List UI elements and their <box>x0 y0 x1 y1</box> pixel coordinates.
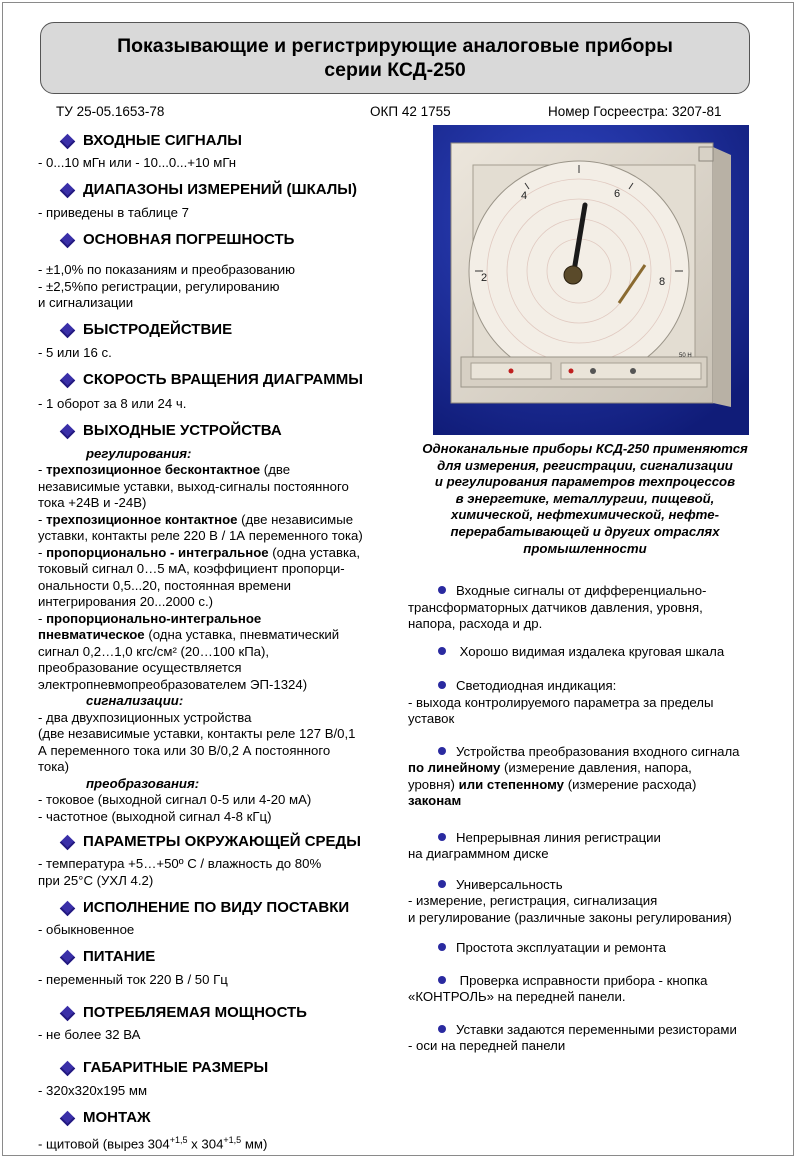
diamond-bullet-icon <box>60 424 76 440</box>
section-dimensions <box>38 1058 408 1100</box>
registry-number: Номер Госреестра: 3207-81 <box>548 104 722 119</box>
bullet-dot-icon <box>438 586 446 594</box>
scale-label: 6 <box>614 188 621 200</box>
diamond-bullet-icon <box>60 232 76 248</box>
section-heading: СКОРОСТЬ ВРАЩЕНИЯ ДИАГРАММЫ <box>83 370 363 388</box>
section-heading: ОСНОВНАЯ ПОГРЕШНОСТЬ <box>83 230 295 248</box>
section-heading: БЫСТРОДЕЙСТВИЕ <box>83 321 233 339</box>
spec-line: и сигнализации <box>38 295 134 310</box>
spec-line: при 25°С (УХЛ 4.2) <box>38 872 154 888</box>
feature-item: Хорошо видимая издалека круговая шкала <box>408 644 780 661</box>
title-line-1: Показывающие и регистрирующие аналоговые приборы <box>117 35 673 57</box>
caption-line: Одноканальные приборы КСД-250 применяются <box>422 441 748 456</box>
spec-line: - 5 или 16 с. <box>38 344 112 360</box>
section-heading: ВХОДНЫЕ СИГНАЛЫ <box>83 131 242 149</box>
diamond-bullet-icon <box>60 323 76 339</box>
tu-code: ТУ 25-05.1653-78 <box>56 104 165 119</box>
caption-line: химической, нефтехимической, нефте- <box>451 507 719 523</box>
section-heading: МОНТАЖ <box>83 1108 151 1126</box>
section-ranges <box>38 180 408 222</box>
section-heading: ПИТАНИЕ <box>83 948 156 966</box>
subheading: преобразования: <box>86 775 200 791</box>
feature-item: Проверка исправности прибора - кнопка «КОНТРОЛЬ» на передней панели. <box>408 972 708 1004</box>
feature-item: Непрерывная линия регистрации на диаграммном диске <box>408 829 661 861</box>
bullet-dot-icon <box>438 647 446 655</box>
section-heading: ИСПОЛНЕНИЕ ПО ВИДУ ПОСТАВКИ <box>83 898 350 916</box>
corner-label: 50 Н <box>679 353 692 359</box>
feature-item: Универсальность - измерение, регистрация, сигнализация и регулирование (различные законы регулирования) <box>408 876 732 925</box>
scale-label: 4 <box>521 190 528 202</box>
diamond-bullet-icon <box>60 834 76 850</box>
spec-line: - обыкновенное <box>38 922 135 937</box>
caption-line: и регулирования параметров техпроцессов <box>434 474 736 490</box>
feature-list <box>408 583 780 1066</box>
bullet-dot-icon <box>438 880 446 888</box>
diamond-bullet-icon <box>60 183 76 199</box>
section-power <box>38 947 408 989</box>
bullet-dot-icon <box>438 943 446 951</box>
feature-item: Простота эксплуатации и ремонта <box>408 940 780 957</box>
spec-line: - 320x320x195 мм <box>38 1082 148 1098</box>
okp-code: ОКП 42 1755 <box>370 104 451 119</box>
diamond-bullet-icon <box>60 133 76 149</box>
caption-line: перерабатывающей и других отраслях <box>450 523 720 539</box>
section-heading: ГАБАРИТНЫЕ РАЗМЕРЫ <box>83 1059 269 1077</box>
section-consumption <box>38 1002 408 1044</box>
section-heading: ВЫХОДНЫЕ УСТРОЙСТВА <box>83 422 282 440</box>
title-line-2: серии КСД-250 <box>324 59 466 81</box>
bullet-dot-icon <box>438 1025 446 1033</box>
feature-item: Входные сигналы от дифференциально- трансформаторных датчиков давления, уровня, напора, расхода и др. <box>408 583 707 631</box>
caption-line: промышленности <box>523 540 647 556</box>
diamond-bullet-icon <box>60 1110 76 1126</box>
diamond-bullet-icon <box>60 900 76 916</box>
bold-term: трехпозиционное контактное <box>46 511 238 527</box>
spec-line: - 1 оборот за 8 или 24 ч. <box>38 396 187 411</box>
spec-line: - ±1,0% по показаниям и преобразованию <box>38 262 295 277</box>
section-delivery <box>38 897 408 939</box>
bold-term: пневматическое <box>38 627 145 642</box>
caption-line: для измерения, регистрации, сигнализации <box>437 457 733 473</box>
section-heading: ПАРАМЕТРЫ ОКРУЖАЮЩЕЙ СРЕДЫ <box>83 832 361 850</box>
feature-item: Светодиодная индикация: - выхода контролируемого параметра за пределы уставок <box>408 678 714 726</box>
spec-line: - ±2,5%по регистрации, регулированию <box>38 278 280 294</box>
section-environment <box>38 831 408 889</box>
section-heading: ПОТРЕБЛЯЕМАЯ МОЩНОСТЬ <box>83 1003 307 1021</box>
bullet-dot-icon <box>438 681 446 689</box>
recorder-illustration <box>433 125 749 435</box>
diamond-bullet-icon <box>60 372 76 388</box>
feature-item: Устройства преобразования входного сигнала по линейному (измерение давления, напора, уровня) или степенному (измерение расхода) законам <box>408 743 740 808</box>
diamond-bullet-icon <box>60 1005 76 1021</box>
scale-label: 2 <box>481 272 488 284</box>
section-heading: ДИАПАЗОНЫ ИЗМЕРЕНИЙ (ШКАЛЫ) <box>83 181 357 199</box>
bullet-dot-icon <box>438 833 446 841</box>
bullet-dot-icon <box>438 747 446 755</box>
section-output: ВЫХОДНЫЕ УСТРОЙСТВА регулирования: - трехпозиционное бесконтактное (две независимые уставки, выход-сигналы постоянного тока +24В и -24В) - трехпозиционное контактное (две независимые уставки, контакты реле 220 В / 1А переменного тока) - пропорционально - интегральное (одна уставка, токовый сигнал 0…5 мА, коэффициент пропорци- ональности 0,5...20, постоянная времени интегрирования 20...2000 с.) - пропорционально-интегральное пневматическое (одна уставка, пневматический сигнал 0,2…1,0 кгс/см² (20…100 кПа), преобразование осуществляется электропневмопреобразователем ЭП-1324) сигнализации: - два двухпозиционных устройства (две независимые уставки, контакты реле 127 В/0,1 А переменного тока или 30 В/0,2 А постоянного тока) преобразования: - токовое (выходной сигнал 0-5 или 4-20 мА) - частотное (выходной сигнал 4-8 кГц) <box>38 421 408 826</box>
spec-line: - приведены в таблице 7 <box>38 204 189 220</box>
bold-term: трехпозиционное бесконтактное <box>46 462 261 477</box>
scale-label: 8 <box>659 276 666 288</box>
section-mount <box>38 1107 408 1153</box>
spec-line: - 0...10 мГн или - 10...0...+10 мГн <box>38 155 237 170</box>
section-input <box>38 130 408 172</box>
spec-line: - щитовой (вырез $304^{+1,5}$ х $304^{+1,5}$ мм) <box>38 1135 268 1152</box>
section-speed <box>38 320 408 362</box>
section-error <box>38 229 408 312</box>
spec-line: - не более 32 ВА <box>38 1027 141 1042</box>
photo-caption <box>405 441 765 557</box>
title-box <box>40 22 750 94</box>
bold-term: пропорционально - интегральное <box>46 544 269 560</box>
subheading: регулирования: <box>86 445 192 461</box>
caption-line: в энергетике, металлургии, пищевой, <box>455 490 715 506</box>
bullet-dot-icon <box>438 976 446 984</box>
bold-term: пропорционально-интегральное <box>46 610 262 626</box>
section-rotation <box>38 369 408 413</box>
diamond-bullet-icon <box>60 1061 76 1077</box>
spec-column <box>38 128 408 1153</box>
spec-line: - температура +5…+50º С / влажность до 80% <box>38 856 322 871</box>
subheading: сигнализации: <box>86 693 184 708</box>
feature-item: Уставки задаются переменными резисторами - оси на передней панели <box>408 1021 737 1053</box>
product-photo <box>433 125 749 435</box>
spec-line: - переменный ток 220 В / 50 Гц <box>38 971 228 987</box>
diamond-bullet-icon <box>60 950 76 966</box>
